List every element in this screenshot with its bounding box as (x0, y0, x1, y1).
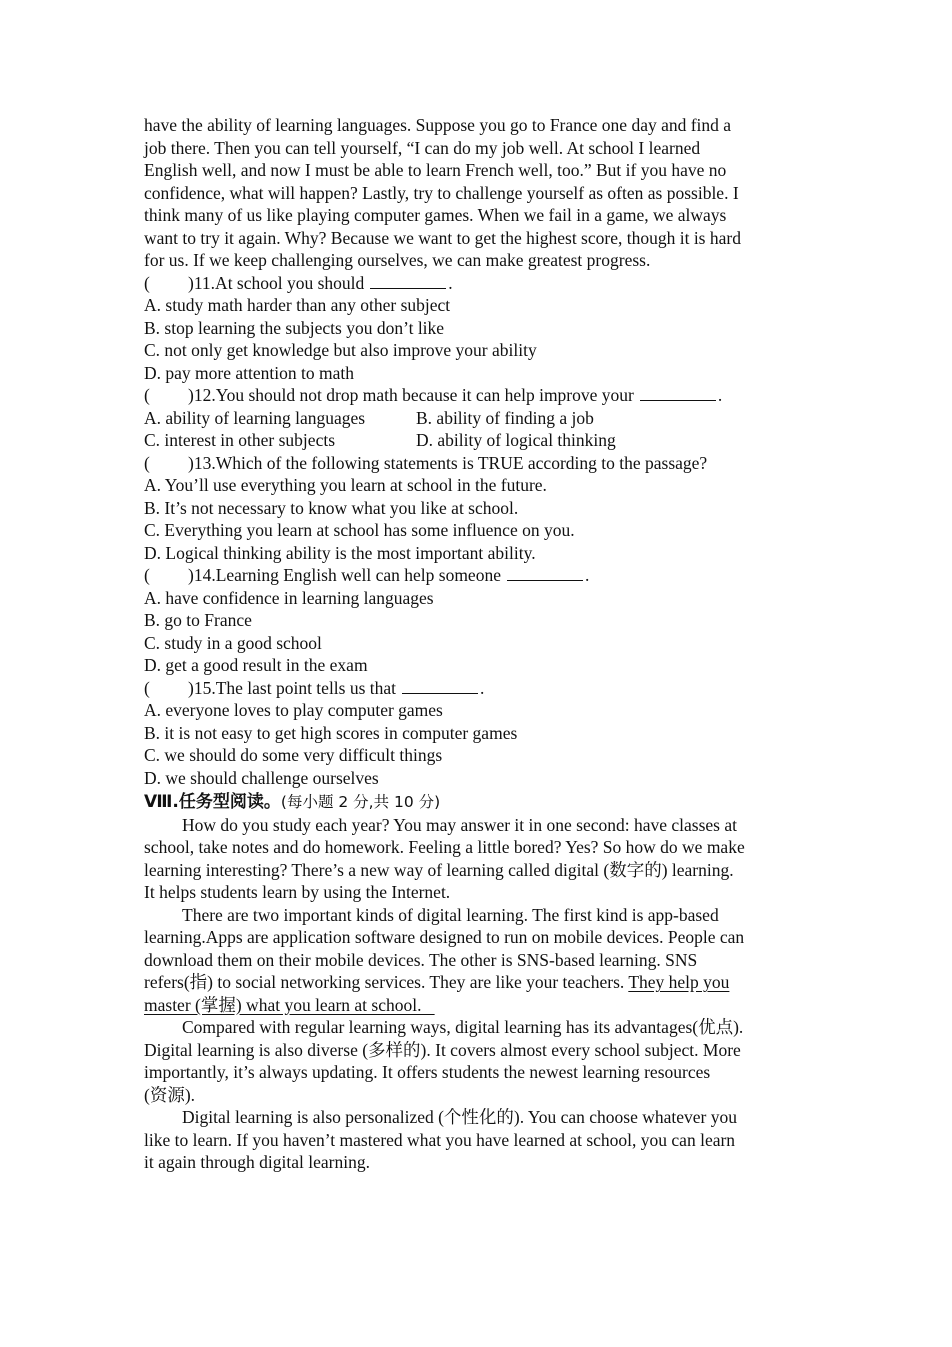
options-row (144, 429, 814, 452)
question-15 (144, 677, 814, 790)
option-b: B. stop learning the subjects you don’t like (144, 317, 445, 338)
option-a: A. ability of learning languages (144, 407, 366, 428)
question-13 (144, 452, 814, 565)
paragraph-line: Compared with regular learning ways, digital learning has its advantages(优点). (182, 1017, 744, 1037)
question-stem (144, 272, 814, 295)
passage-line: job there. Then you can tell yourself, “I can do my job well. At school I learned (144, 137, 701, 158)
paragraph-line: Digital learning is also diverse (多样的). It covers almost every school subject. More (144, 1039, 741, 1060)
passage-line: think many of us like playing computer games. When we fail in a game, we always (144, 205, 727, 225)
section-score-note: (每小题 2 分,共 10 分) (280, 793, 441, 811)
passage2 (144, 814, 814, 1174)
underlined-sentence: They help you (628, 972, 730, 992)
document-page (144, 114, 814, 1174)
option-d: D. we should challenge ourselves (144, 767, 379, 788)
question-end: . (480, 677, 485, 698)
question-stem (144, 677, 814, 700)
paragraph-line (144, 994, 814, 1017)
question-stem (144, 384, 814, 407)
question-text: )13.Which of the following statements is TRUE according to the passage? (188, 452, 708, 473)
question-stem (144, 564, 814, 587)
option-c: C. Everything you learn at school has some influence on you. (144, 520, 575, 540)
option-b: B. go to France (144, 610, 252, 630)
answer-paren[interactable]: ( (144, 385, 150, 405)
paragraph-line: (资源). (144, 1084, 196, 1105)
paragraph-line: it again through digital learning. (144, 1152, 370, 1172)
paragraph-line: learning interesting? There’s a new way of learning called digital (数字的) learning. (144, 859, 734, 880)
section-title: Ⅷ.任务型阅读。 (144, 792, 281, 812)
option-d: D. pay more attention to math (144, 362, 354, 383)
answer-paren[interactable]: ( (144, 272, 150, 293)
option-a: A. You’ll use everything you learn at school in the future. (144, 475, 547, 495)
option-a: A. study math harder than any other subject (144, 295, 451, 315)
option-c: C. not only get knowledge but also improve your ability (144, 340, 537, 360)
passage-line: for us. If we keep challenging ourselves, we can make greatest progress. (144, 250, 651, 270)
paragraph-line: Digital learning is also personalized (个性化的). You can choose whatever you (182, 1107, 738, 1127)
question-14 (144, 564, 814, 677)
passage-line: confidence, what will happen? Lastly, try to challenge yourself as often as possible. I (144, 182, 739, 203)
option-d: D. Logical thinking ability is the most important ability. (144, 542, 536, 563)
section-heading (144, 790, 814, 814)
answer-blank (507, 566, 583, 581)
paragraph-line: How do you study each year? You may answer it in one second: have classes at (182, 814, 738, 835)
option-b: B. it is not easy to get high scores in computer games (144, 722, 518, 743)
answer-blank (370, 274, 446, 289)
option-c: C. interest in other subjects (144, 430, 336, 450)
question-11 (144, 272, 814, 385)
paragraph-line: There are two important kinds of digital learning. The first kind is app-based (182, 904, 719, 925)
option-c: C. we should do some very difficult things (144, 745, 443, 765)
question-end: . (717, 385, 723, 405)
option-a: A. have confidence in learning languages (144, 587, 434, 608)
passage-line: want to try it again. Why? Because we want to get the highest score, though it is hard (144, 227, 741, 248)
answer-paren[interactable]: ( (144, 565, 150, 585)
option-a: A. everyone loves to play computer games (144, 700, 443, 720)
paragraph-line: learning.Apps are application software designed to run on mobile devices. People can (144, 927, 745, 947)
paragraph-line: school, take notes and do homework. Feeling a little bored? Yes? So how do we make (144, 837, 745, 857)
option-d: D. get a good result in the exam (144, 655, 368, 675)
passage-line: English well, and now I must be able to learn French well, too.” But if you have no (144, 160, 727, 180)
option-b: B. ability of finding a job (416, 407, 594, 428)
paragraph-line (144, 971, 814, 994)
question-text: )15.The last point tells us that (188, 677, 397, 698)
question-stem (144, 452, 814, 475)
question-12 (144, 384, 814, 452)
question-end: . (448, 272, 453, 293)
paragraph-line: like to learn. If you haven’t mastered what you have learned at school, you can learn (144, 1129, 736, 1150)
question-text: )12.You should not drop math because it can help improve your (188, 385, 634, 405)
paragraph-line: download them on their mobile devices. The other is SNS-based learning. SNS (144, 949, 698, 970)
answer-blank (640, 386, 716, 401)
options-row (144, 407, 814, 430)
underlined-sentence: master (掌握) what you learn at school. (144, 994, 435, 1015)
plain-text: refers(指) to social networking services. They are like your teachers. (144, 972, 629, 992)
option-b: B. It’s not necessary to know what you like at school. (144, 497, 519, 518)
answer-paren[interactable]: ( (144, 452, 150, 473)
paragraph-line: importantly, it’s always updating. It offers students the newest learning resources (144, 1062, 711, 1082)
question-end: . (584, 565, 590, 585)
question-text: )14.Learning English well can help someone (188, 565, 501, 585)
option-c: C. study in a good school (144, 632, 322, 653)
answer-paren[interactable]: ( (144, 677, 150, 698)
answer-blank (402, 679, 478, 694)
paragraph-line: It helps students learn by using the Internet. (144, 882, 451, 902)
passage1 (144, 114, 814, 272)
passage-line: have the ability of learning languages. Suppose you go to France one day and find a (144, 115, 732, 135)
option-d: D. ability of logical thinking (416, 430, 616, 450)
question-text: )11.At school you should (188, 272, 365, 293)
